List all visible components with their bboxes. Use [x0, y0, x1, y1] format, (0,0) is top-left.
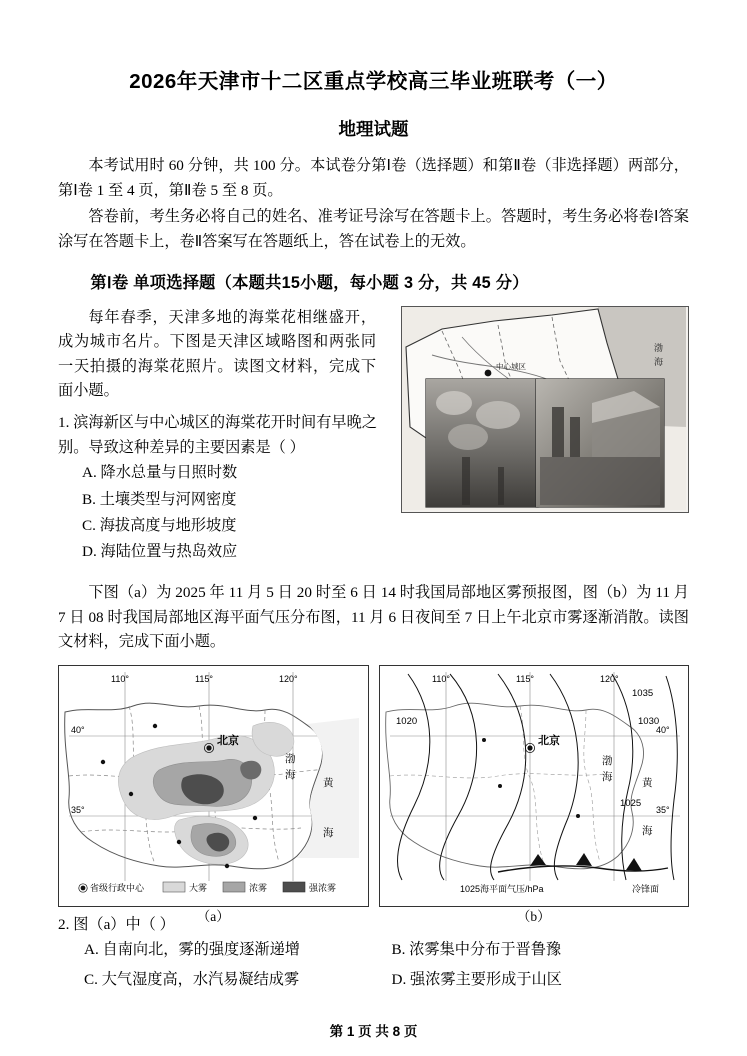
label-bohai: 渤	[654, 342, 664, 353]
question-1-option-d[interactable]: D. 海陆位置与热岛效应	[82, 542, 238, 560]
svg-text:省级行政中心: 省级行政中心	[90, 882, 145, 893]
map-b-label-beijing: 北京	[537, 734, 560, 747]
map-a-caption: （a）	[196, 908, 230, 924]
material-1-block	[58, 306, 689, 566]
material-1-text: 每年春季，天津多地的海棠花相继盛开，成为城市名片。下图是天津区域略图和两张同一天拍摄的海棠花照片。读图文材料，完成下面小题。	[58, 308, 376, 400]
map-b-caption: （b）	[516, 908, 551, 924]
map-a-lon-120: 120°	[279, 673, 298, 684]
question-2-option-d[interactable]: D. 强浓雾主要形成于山区	[391, 970, 562, 988]
map-a-label-beijing: 北京	[217, 734, 239, 747]
question-1-stem: 1. 滨海新区与中心城区的海棠花开时间有早晚之别。导致这种差异的主要因素是（ ）	[58, 414, 377, 457]
map-a-label-hai1: 海	[285, 769, 296, 781]
map-b-label-hai1: 海	[601, 771, 612, 783]
map-b-lat-35: 35°	[655, 804, 670, 815]
page-title: 2026年天津市十二区重点学校高三毕业班联考（一）	[129, 70, 618, 93]
map-b-isobar-1025: 1025	[619, 797, 641, 809]
map-b-isobar-1020: 1020	[395, 715, 417, 727]
question-1-option-c[interactable]: C. 海拔高度与地形坡度	[82, 516, 237, 534]
label-hai: 海	[654, 356, 664, 367]
question-2-options-row-1	[58, 937, 689, 964]
svg-text:浓雾: 浓雾	[249, 882, 268, 893]
map-b-lon-110: 110°	[431, 673, 450, 684]
section-heading: 第Ⅰ卷 单项选择题（本题共15小题，每小题 3 分，共 45 分）	[90, 273, 529, 292]
map-a-lon-110: 110°	[111, 673, 129, 684]
map-a-label-bo: 渤	[285, 753, 296, 765]
map-a-label-huang: 黄	[323, 777, 334, 789]
intro-paragraph-2: 答卷前，考生务必将自己的姓名、准考证号涂写在答题卡上。答题时，考生务必将卷Ⅰ答案涂写在答题卡上，卷Ⅱ答案写在答题纸上，答在试卷上的无效。	[58, 208, 689, 250]
label-city-center: 中心城区	[496, 361, 526, 371]
map-b-isobar-1030: 1030	[637, 715, 659, 727]
map-b-lat-40: 40°	[655, 724, 670, 735]
map-b-isobar-1035: 1035	[631, 687, 653, 699]
map-b-lon-115: 115°	[515, 673, 534, 684]
map-b-lon-120: 120°	[599, 673, 619, 684]
svg-text:大雾: 大雾	[189, 882, 208, 893]
svg-text:强浓雾: 强浓雾	[309, 882, 337, 893]
material-2-text: 下图（a）为 2025 年 11 月 5 日 20 时至 6 日 14 时我国局部地区雾预报图，图（b）为 11 月 7 日 08 时我国局部地区海平面气压分布图，11 月 6 日夜间至 7 日上午北京市雾逐渐消散。读图文材料，完成下面小题。	[58, 584, 689, 651]
question-1-option-b[interactable]: B. 土壤类型与河网密度	[82, 490, 237, 508]
map-a-lat-35: 35°	[71, 804, 85, 815]
map-b-sea-level-pressure	[379, 665, 690, 924]
map-b-label-bo: 渤	[601, 755, 612, 767]
question-2-stem: 2. 图（a）中（ ）	[58, 915, 175, 933]
question-2-option-a[interactable]: A. 自南向北，雾的强度逐渐递增	[84, 940, 300, 958]
map-b-label-huang: 黄	[641, 777, 652, 789]
map-a-lat-40: 40°	[71, 724, 85, 735]
intro-paragraph-1: 本考试用时 60 分钟，共 100 分。本试卷分第Ⅰ卷（选择题）和第Ⅱ卷（非选择题）两部分，第Ⅰ卷 1 至 4 页，第Ⅱ卷 5 至 8 页。	[58, 157, 689, 199]
map-b-unit-label: 1025海平面气压/hPa	[459, 883, 544, 894]
question-2-option-c[interactable]: C. 大气湿度高，水汽易凝结成雾	[84, 970, 300, 988]
map-a-lon-115: 115°	[195, 673, 213, 684]
question-1-option-a[interactable]: A. 降水总量与日照时数	[82, 464, 238, 482]
question-2-option-b[interactable]: B. 浓雾集中分布于晋鲁豫	[391, 940, 562, 958]
page-footer: 第 1 页 共 8 页	[329, 1024, 418, 1039]
map-a-label-hai2: 海	[323, 827, 334, 839]
question-1	[58, 410, 380, 565]
page-subtitle: 地理试题	[338, 119, 409, 139]
question-2-options-row-2	[58, 967, 689, 994]
map-b-front-legend: 冷锋面	[631, 883, 659, 894]
figure-tianjin-region	[401, 306, 689, 513]
map-b-label-hai2: 海	[641, 825, 652, 837]
